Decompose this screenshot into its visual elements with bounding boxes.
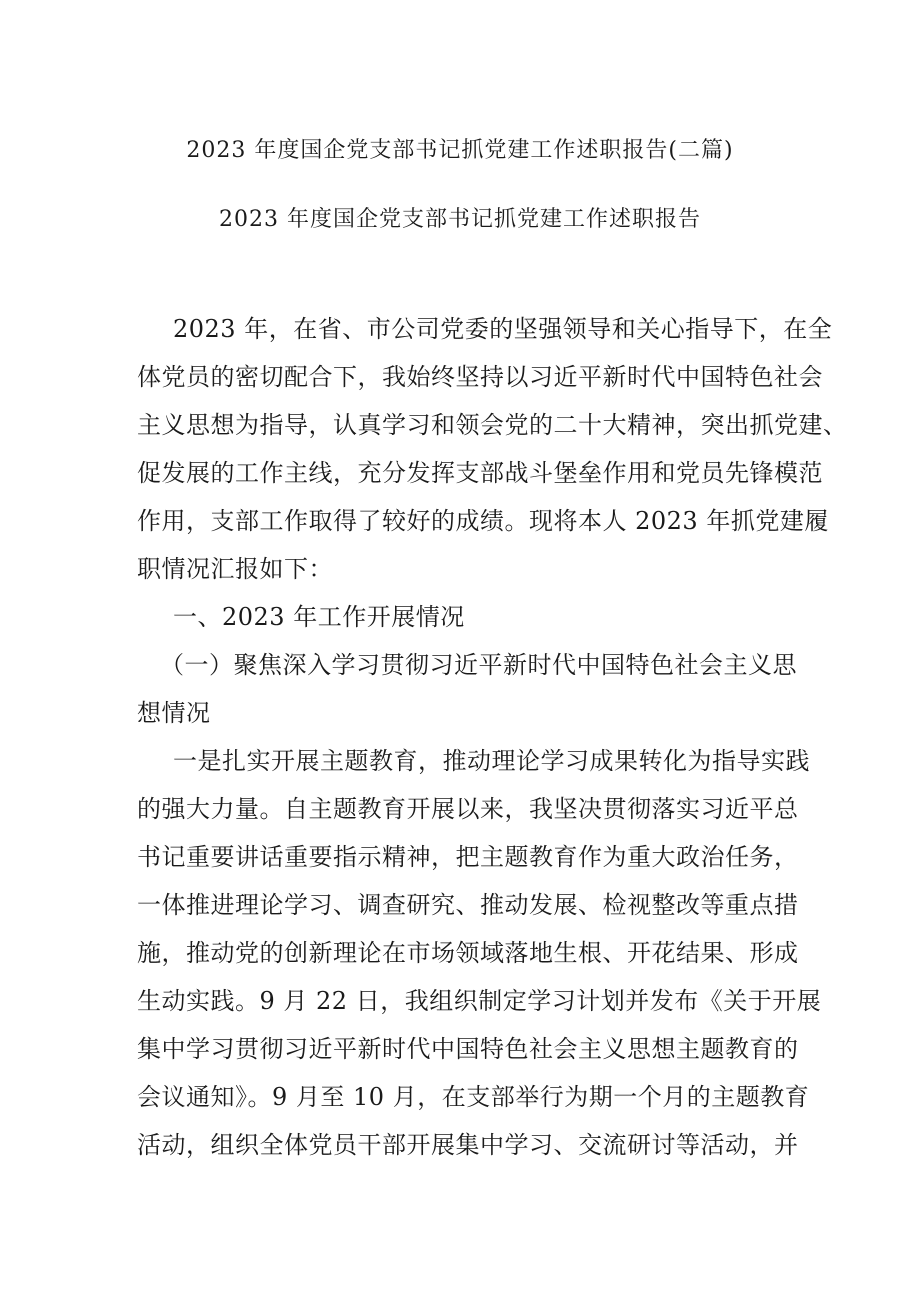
- body-line: 会议通知》。9 月至 10 月，在支部举行为期一个月的主题教育: [137, 1083, 810, 1111]
- body-line: 生动实践。9 月 22 日，我组织制定学习计划并发布《关于开展: [137, 987, 822, 1015]
- body-line: 一是扎实开展主题教育，推动理论学习成果转化为指导实践: [173, 747, 810, 775]
- body-line: 活动，组织全体党员干部开展集中学习、交流研讨等活动，并: [137, 1131, 799, 1159]
- subsection-heading: 想情况: [137, 699, 211, 727]
- body-line: 职情况汇报如下：: [137, 555, 333, 583]
- document-subtitle: 2023 年度国企党支部书记抓党建工作述职报告: [219, 207, 701, 232]
- section-heading: 一、2023 年工作开展情况: [173, 603, 465, 631]
- body-line: 促发展的工作主线，充分发挥支部战斗堡垒作用和党员先锋模范: [137, 459, 823, 487]
- body-line: 施，推动党的创新理论在市场领域落地生根、开花结果、形成: [137, 939, 799, 967]
- body-line: 主义思想为指导，认真学习和领会党的二十大精神，突出抓党建、: [137, 411, 848, 439]
- document-title: 2023 年度国企党支部书记抓党建工作述职报告(二篇): [186, 138, 734, 163]
- body-line: 2023 年，在省、市公司党委的坚强领导和关心指导下，在全: [173, 315, 833, 343]
- body-line: 体党员的密切配合下，我始终坚持以习近平新时代中国特色社会: [137, 363, 823, 391]
- body-line: 集中学习贯彻习近平新时代中国特色社会主义思想主题教育的: [137, 1035, 799, 1063]
- body-line: 作用，支部工作取得了较好的成绩。现将本人 2023 年抓党建履: [137, 507, 829, 535]
- body-line: 的强大力量。自主题教育开展以来，我坚决贯彻落实习近平总: [137, 795, 799, 823]
- body-line: 书记重要讲话重要指示精神，把主题教育作为重大政治任务，: [137, 843, 799, 871]
- subsection-heading: （一）聚焦深入学习贯彻习近平新时代中国特色社会主义思: [160, 651, 797, 679]
- body-line: 一体推进理论学习、调查研究、推动发展、检视整改等重点措: [137, 891, 799, 919]
